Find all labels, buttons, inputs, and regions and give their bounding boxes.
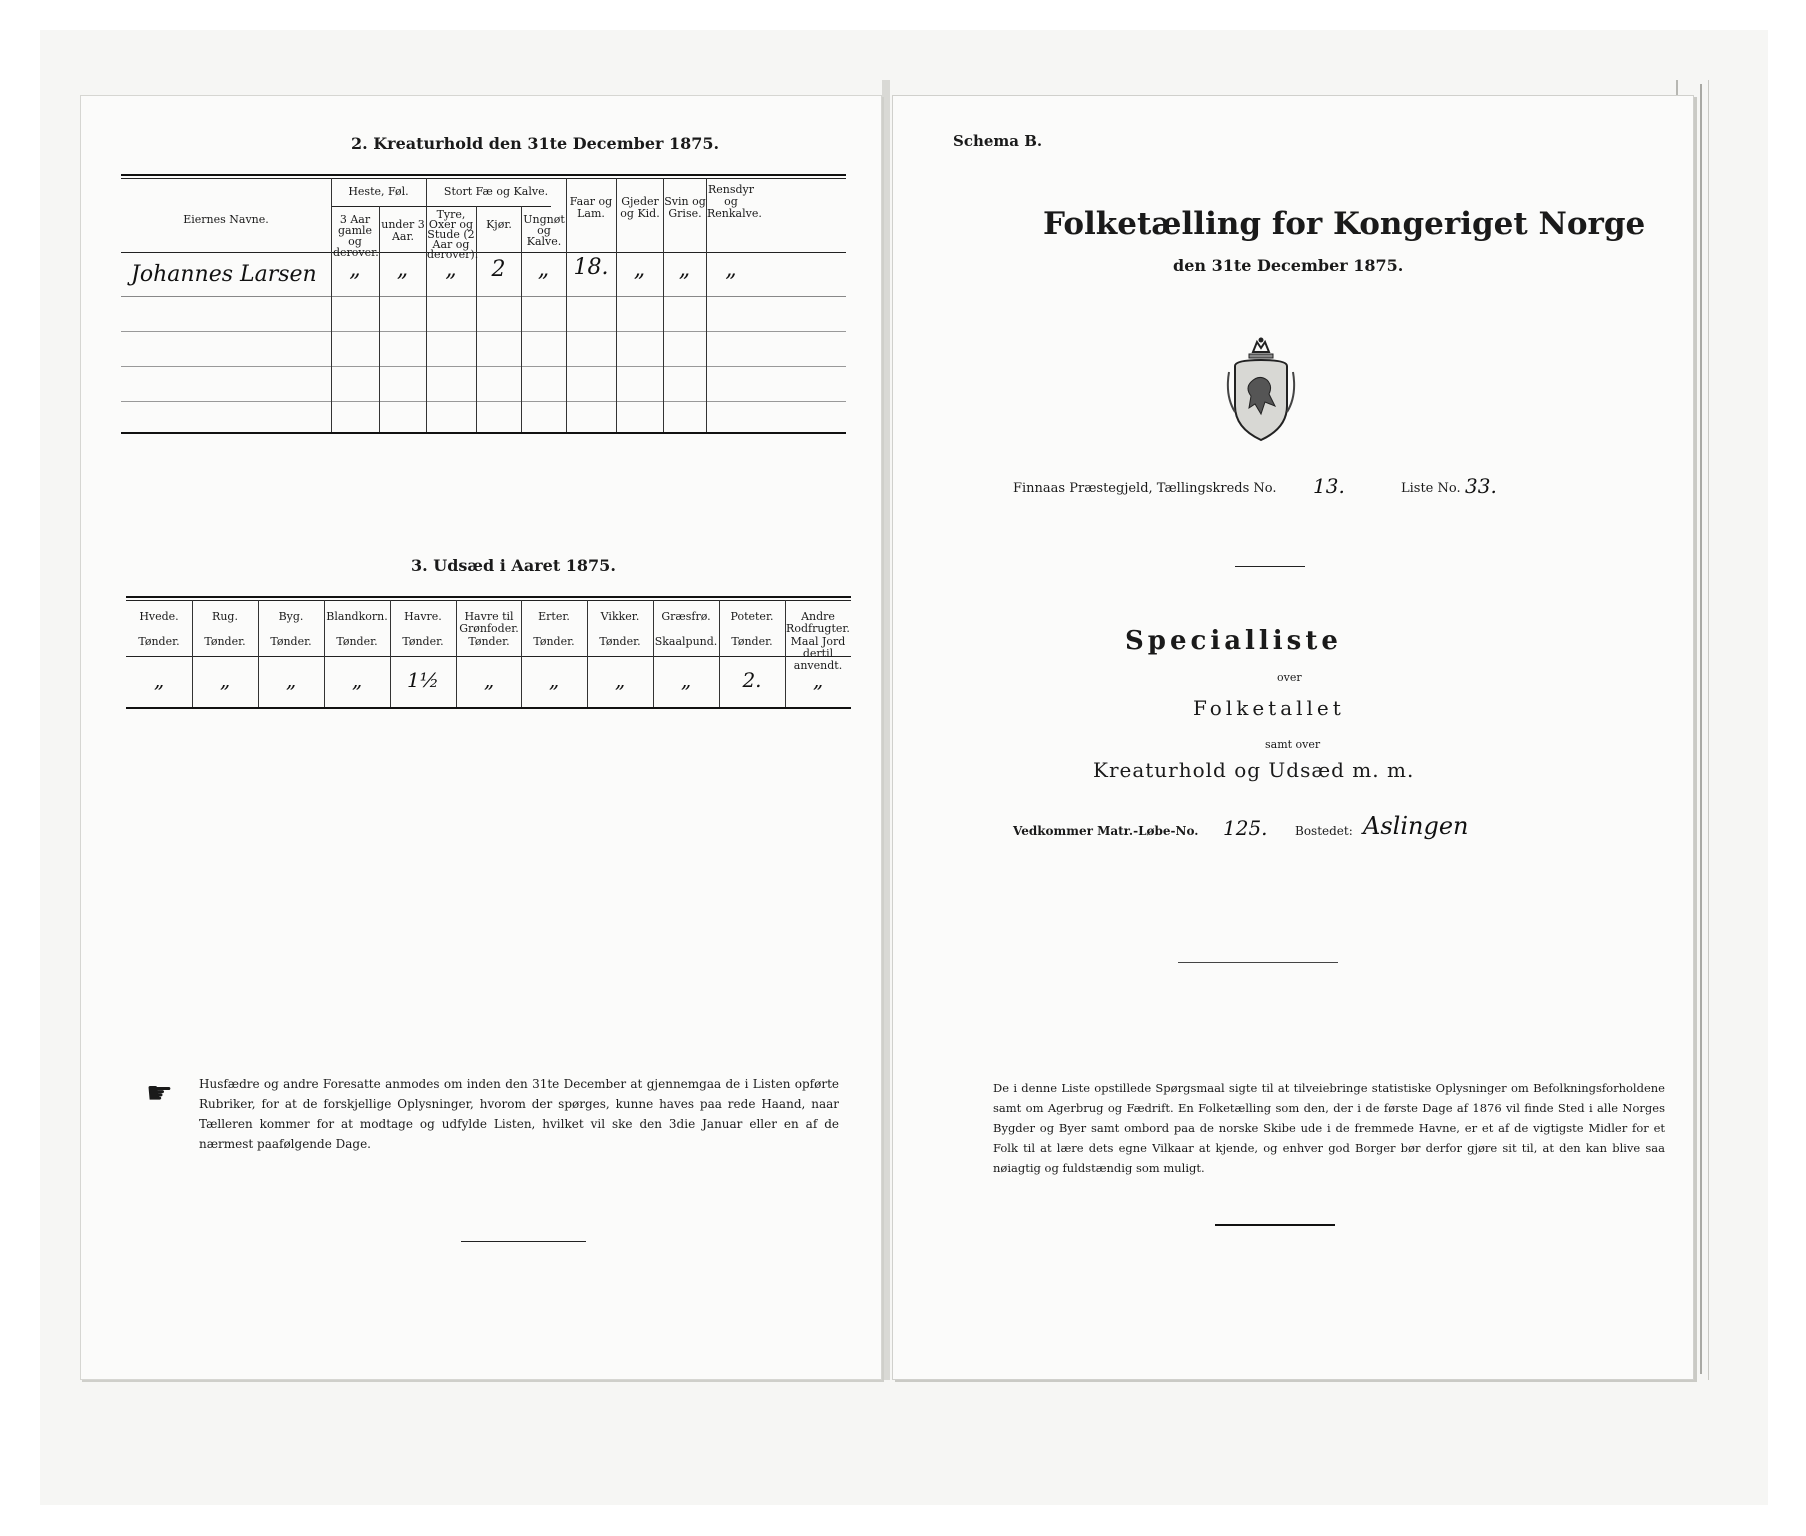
table2-row-rule: [121, 296, 846, 297]
col-header-kjor: Kjør.: [486, 218, 512, 231]
left-end-rule: [461, 1241, 586, 1242]
col-header-crop: Byg.: [278, 610, 304, 623]
table2-col-divider: [476, 206, 477, 432]
book-spine: [882, 80, 890, 1380]
col-unit-crop: Tønder.: [533, 635, 575, 648]
cell-faar: 18.: [573, 255, 609, 280]
table2-top-rule: [121, 174, 846, 176]
col-unit-crop: Tønder.: [402, 635, 444, 648]
divider-short: [1235, 566, 1305, 567]
col-header-crop: Andre Rodfrugter.: [786, 610, 850, 635]
liste-label: Liste No.: [1401, 481, 1461, 496]
col-group-heste: Heste, Føl.: [348, 185, 409, 198]
main-title: Folketælling for Kongeriget Norge: [1043, 206, 1646, 242]
cell-crop-value: „: [219, 668, 231, 692]
col-group-stort-fae: Stort Fæ og Kalve.: [443, 185, 549, 198]
col-unit-crop: Maal Jord dertil anvendt.: [790, 635, 846, 672]
cell-crop-value: „: [483, 668, 495, 692]
col-unit-crop: Tønder.: [599, 635, 641, 648]
table2-row-rule-3: [121, 366, 846, 367]
over-label: over: [1277, 671, 1302, 684]
table2-subheader-rule: [331, 206, 551, 207]
col-header-crop: Græsfrø.: [661, 610, 711, 623]
table2-bottom-rule: [121, 432, 846, 434]
col-header-crop: Vikker.: [600, 610, 640, 623]
cell-crop-value: „: [285, 668, 297, 692]
right-end-rule: [1215, 1224, 1335, 1226]
pointing-hand-icon: ☛: [146, 1076, 173, 1111]
cell-crop-value: 2.: [742, 668, 762, 692]
table2-col-divider: [566, 178, 567, 432]
cell-ungnot: „: [537, 257, 550, 282]
kreds-no-handwritten: 13.: [1313, 474, 1345, 498]
folketallet-title: Folketallet: [1193, 696, 1345, 720]
cell-heste-under3: „: [396, 257, 409, 282]
left-notice-text: Husfædre og andre Foresatte anmodes om inden den 31te December at gjennemgaa de i Listen opførte Rubriker, for at de forskjellige Oplysninger, hvorom der spørges, kunne haves paa rede Haand, naar Tælleren kommer for at modtage og udfylde Listen, hvilket vil ske den 3die Januar eller en af de nærmest paafølgende Dage.: [199, 1077, 839, 1151]
cell-kjor: 2: [491, 257, 506, 282]
col-unit-crop: Tønder.: [204, 635, 246, 648]
col-header-tyre: Tyre, Oxer og Stude (2 Aar og derover).: [427, 208, 479, 261]
col-header-crop: Havre.: [404, 610, 442, 623]
cell-heste-3aar: „: [349, 257, 361, 282]
cell-gjeder: „: [633, 257, 646, 282]
col-header-crop: Erter.: [538, 610, 570, 623]
table3-top-rule-2: [126, 600, 851, 601]
col-header-crop: Hvede.: [139, 610, 179, 623]
liste-no-handwritten: 33.: [1465, 474, 1497, 498]
cell-crop-value: „: [614, 668, 626, 692]
cell-crop-value: „: [680, 668, 692, 692]
owner-name-handwritten: Johannes Larsen: [131, 262, 317, 287]
divider-mid: [1178, 962, 1338, 963]
col-header-crop: Poteter.: [730, 610, 774, 623]
matr-no-handwritten: 125.: [1223, 816, 1268, 840]
right-page: [892, 95, 1694, 1380]
cell-tyre: „: [445, 257, 457, 282]
table3-header-rule: [126, 656, 851, 657]
table2-col-divider: [331, 178, 332, 432]
table2-col-divider: [379, 206, 380, 432]
table2-row-rule-2: [121, 331, 846, 332]
section2-title: 2. Kreaturhold den 31te December 1875.: [351, 134, 720, 153]
schema-label: Schema B.: [953, 132, 1043, 150]
left-page: [80, 95, 882, 1380]
table2-top-rule-2: [121, 178, 846, 179]
samt-over-label: samt over: [1265, 738, 1321, 751]
col-unit-crop: Tønder.: [468, 635, 510, 648]
col-header-owner: Eiernes Navne.: [183, 213, 269, 226]
table3-top-rule: [126, 596, 851, 598]
col-unit-crop: Tønder.: [270, 635, 312, 648]
col-header-heste-under3: under 3 Aar.: [381, 218, 425, 243]
bosted-handwritten: Aslingen: [1363, 812, 1469, 840]
col-header-rensdyr: Rensdyr og Renkalve.: [707, 183, 762, 220]
cell-crop-value: „: [548, 668, 560, 692]
cell-crop-value: „: [351, 668, 363, 692]
col-header-crop: Blandkorn.: [326, 610, 388, 623]
table3-bottom-rule: [126, 707, 851, 709]
kreaturhold-title: Kreaturhold og Udsæd m. m.: [1093, 758, 1415, 782]
col-header-gjeder: Gjeder og Kid.: [620, 195, 660, 220]
col-unit-crop: Tønder.: [731, 635, 773, 648]
col-unit-crop: Skaalpund.: [654, 635, 718, 648]
col-header-svin: Svin og Grise.: [664, 195, 706, 220]
right-notice-text: De i denne Liste opstillede Spørgsmaal sigte til at tilveiebringe statistiske Oplysninger om Befolkningsforholdene samt om Agerbrug og Fædrift. En Folketælling som den, der i de første Dage af 1876 vil finde Sted i alle Norges Bygder og Byer samt ombord paa de norske Skibe ude i de fremmede Havne, er et af de vigtigste Midler for et Folk til at lære dets egne Vilkaar at kjende, og enhver god Borger bør derfor gjøre sit til, at den kan blive saa nøiagtig og fuldstændig som muligt.: [993, 1081, 1665, 1175]
col-header-heste-3aar: 3 Aar gamle og derover.: [333, 213, 379, 259]
table2-header-rule: [121, 252, 846, 253]
cell-rensdyr: „: [725, 257, 737, 282]
col-header-ungnot: Ungnøt og Kalve.: [523, 213, 565, 248]
col-unit-crop: Tønder.: [138, 635, 180, 648]
cell-svin: „: [678, 257, 691, 282]
matr-label: Vedkommer Matr.-Løbe-No.: [1013, 824, 1199, 838]
col-header-faar: Faar og Lam.: [569, 195, 613, 220]
specialliste-title: Specialliste: [1125, 626, 1342, 656]
date-line: den 31te December 1875.: [1173, 256, 1404, 275]
col-header-crop: Havre til Grønfoder.: [459, 610, 519, 635]
cell-crop-value: 1½: [406, 668, 440, 692]
norway-lion-crest-icon: [1221, 336, 1301, 446]
table2-row-rule-4: [121, 401, 846, 402]
col-unit-crop: Tønder.: [336, 635, 378, 648]
section3-title: 3. Udsæd i Aaret 1875.: [411, 556, 616, 575]
cell-crop-value: „: [812, 668, 824, 692]
col-header-crop: Rug.: [212, 610, 238, 623]
cell-crop-value: „: [153, 668, 165, 692]
parish-label: Finnaas Præstegjeld, Tællingskreds No.: [1013, 481, 1277, 496]
bosted-label: Bostedet:: [1295, 824, 1353, 838]
